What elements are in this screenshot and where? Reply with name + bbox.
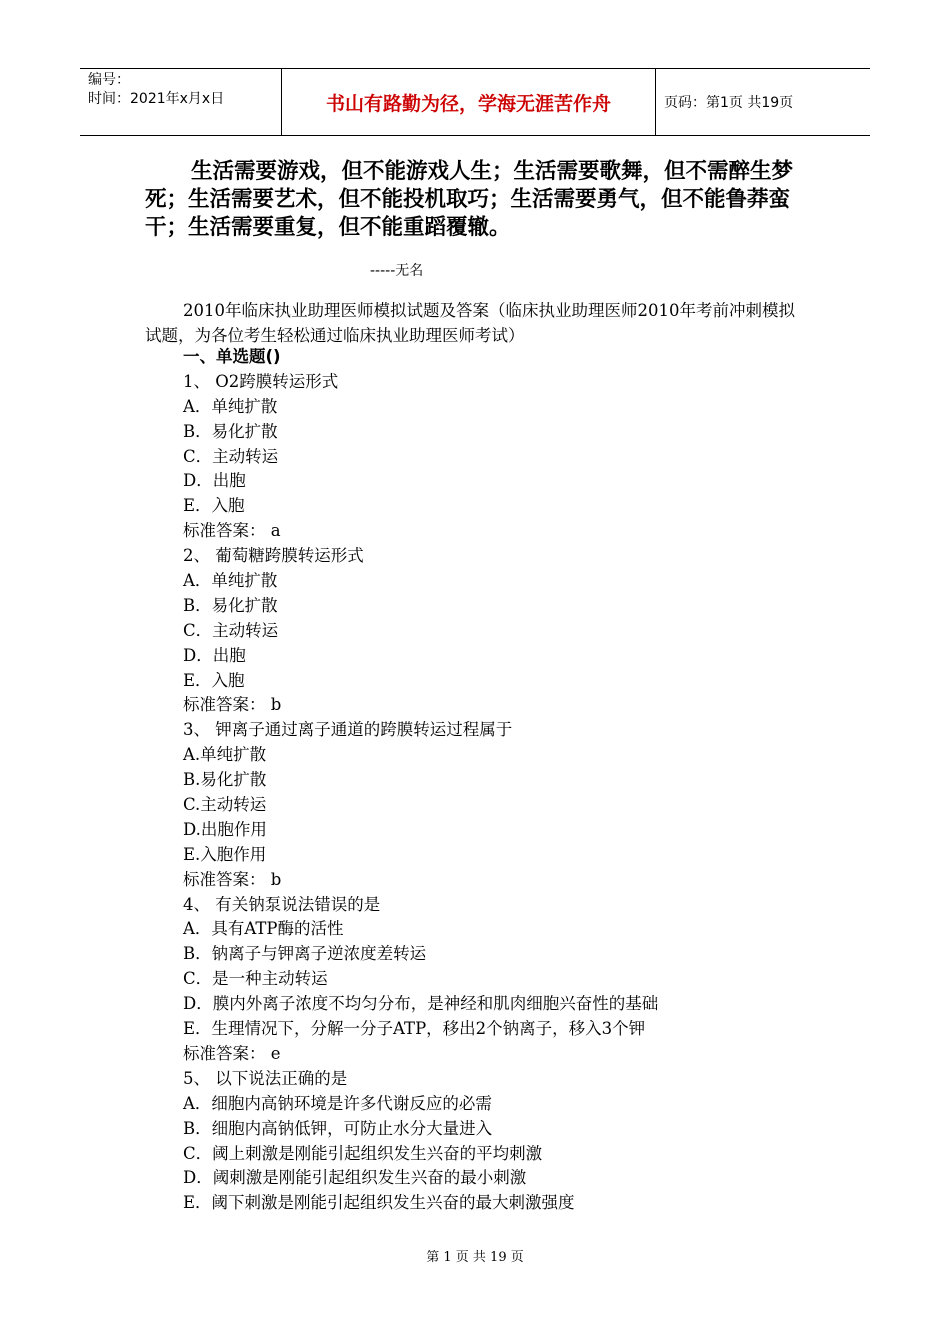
question-line: E.入胞作用 [183, 844, 267, 864]
question-line: B．钠离子与钾离子逆浓度差转运 [183, 944, 427, 964]
question-line: A.单纯扩散 [183, 745, 267, 765]
question-line: B．细胞内高钠低钾，可防止水分大量进入 [183, 1118, 493, 1138]
question-line: B．易化扩散 [183, 421, 278, 441]
document-date: 时间：2021年x月x日 [88, 91, 225, 107]
question-line: E．阈下刺激是刚能引起组织发生兴奋的最大刺激强度 [183, 1193, 575, 1213]
question-line: 标准答案： a [183, 521, 281, 541]
question-line: E．生理情况下，分解一分子ATP，移出2个钠离子，移入3个钾 [183, 1019, 646, 1039]
header-meta-cell [80, 69, 282, 135]
header-motto: 书山有路勤为径，学海无涯苦作舟 [282, 69, 656, 135]
question-line: C．主动转运 [183, 620, 279, 640]
page-footer: 第 1 页 共 19 页 [426, 1250, 524, 1265]
question-line: 2、 葡萄糖跨膜转运形式 [183, 546, 364, 566]
section-heading: 一、单选题() [183, 347, 281, 366]
question-line: 标准答案： b [183, 869, 282, 889]
header-page-number: 页码：第1页 共19页 [664, 95, 794, 111]
question-list [183, 345, 823, 1216]
question-line: A．具有ATP酶的活性 [183, 919, 344, 939]
intro-paragraph: 2010年临床执业助理医师模拟试题及答案（临床执业助理医师2010年考前冲刺模拟试题，为各位考生轻松通过临床执业助理医师考试） [145, 301, 795, 345]
question-line: C．是一种主动转运 [183, 969, 328, 989]
page-header [80, 68, 870, 136]
question-line: D．膜内外离子浓度不均匀分布，是神经和肌肉细胞兴奋性的基础 [183, 994, 659, 1014]
question-line: C．阈上刺激是刚能引起组织发生兴奋的平均刺激 [183, 1143, 543, 1163]
question-line: C.主动转运 [183, 795, 267, 815]
question-line: 标准答案： e [183, 1043, 281, 1063]
quote-author: -----无名 [370, 263, 424, 279]
question-line: D．阈刺激是刚能引起组织发生兴奋的最小刺激 [183, 1168, 527, 1188]
question-line: B.易化扩散 [183, 770, 267, 790]
question-line: B．易化扩散 [183, 595, 278, 615]
question-line: D．出胞 [183, 471, 246, 491]
question-line: A．细胞内高钠环境是许多代谢反应的必需 [183, 1093, 492, 1113]
question-line: C．主动转运 [183, 446, 279, 466]
question-line: 标准答案： b [183, 695, 282, 715]
question-line: 5、 以下说法正确的是 [183, 1068, 348, 1088]
question-line: E．入胞 [183, 496, 245, 516]
question-line: A．单纯扩散 [183, 396, 278, 416]
question-line: E．入胞 [183, 670, 245, 690]
question-line: 4、 有关钠泵说法错误的是 [183, 894, 381, 914]
question-line: 3、 钾离子通过离子通道的跨膜转运过程属于 [183, 720, 513, 740]
opening-quote: 生活需要游戏，但不能游戏人生；生活需要歌舞，但不需醉生梦死；生活需要艺术，但不能投机取巧；生活需要勇气，但不能鲁莽蛮干；生活需要重复，但不能重蹈覆辙。 [145, 159, 794, 240]
question-line: A．单纯扩散 [183, 571, 278, 591]
question-line: D．出胞 [183, 645, 246, 665]
document-number: 编号： [88, 72, 130, 88]
question-line: 1、 O2跨膜转运形式 [183, 371, 339, 391]
question-line: D.出胞作用 [183, 819, 267, 839]
